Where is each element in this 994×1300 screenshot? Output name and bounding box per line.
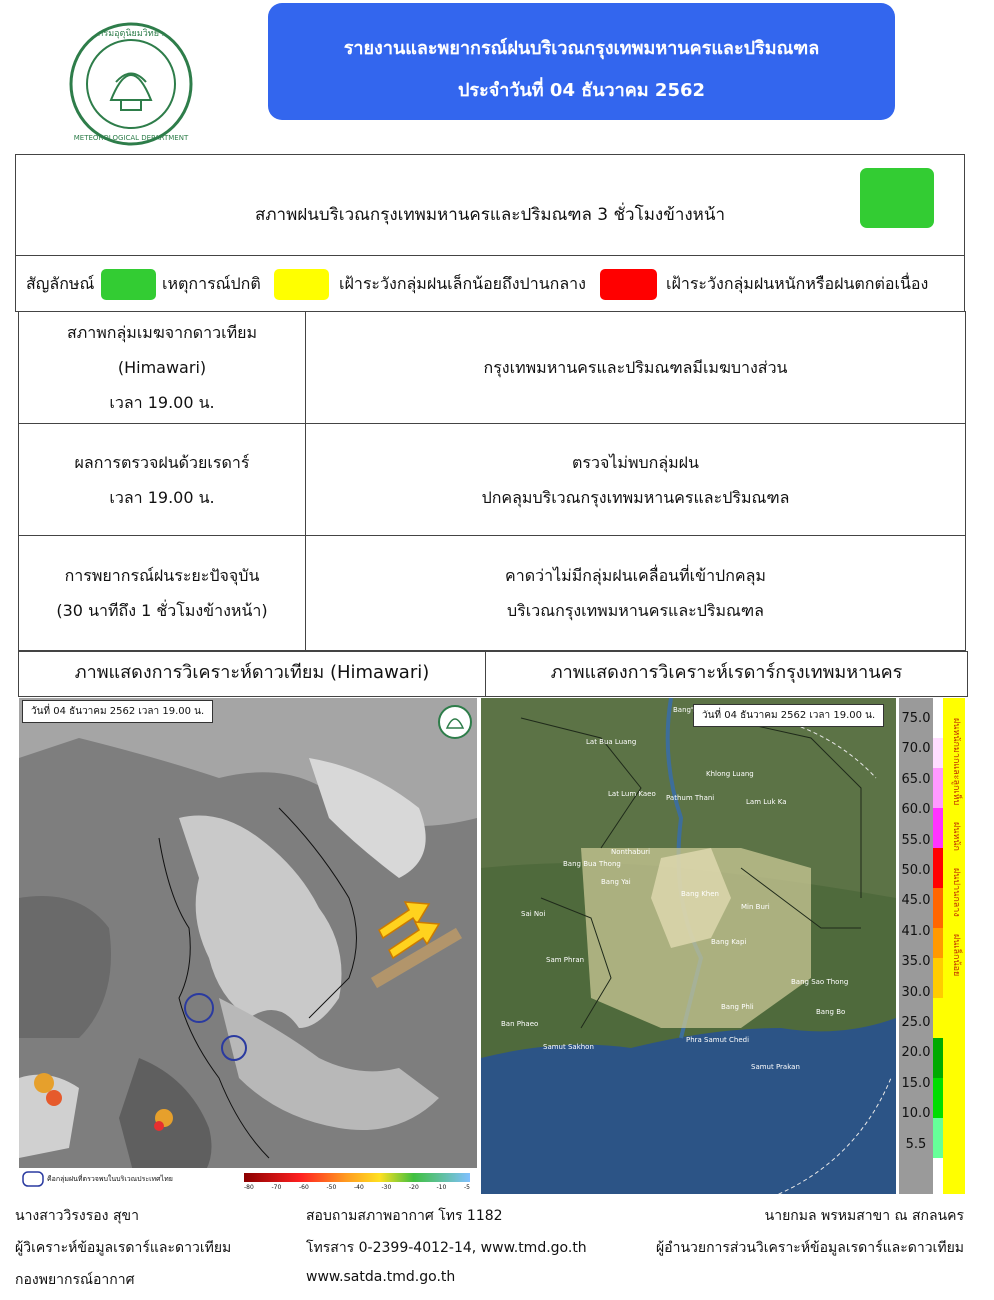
satellite-row: [19, 312, 966, 424]
tmd-small-logo: [437, 702, 473, 742]
status-indicator-green: [860, 168, 934, 228]
tmd-logo: [66, 20, 196, 148]
legend-label-moderate: เฝ้าระวังกลุ่มฝนเล็กน้อยถึงปานกลาง: [339, 274, 586, 293]
radar-image: [481, 698, 966, 1194]
place-label: Sam Phran: [546, 956, 585, 964]
legend-label-heavy: เฝ้าระวังกลุ่มฝนหนักหรือฝนตกต่อเนื่อง: [666, 274, 929, 293]
place-label: Bang Bua Thong: [563, 860, 621, 868]
radar-timestamp: วันที่ 04 ธันวาคม 2562 เวลา 19.00 น.: [693, 704, 884, 727]
analyst-name: นางสาววิรงรอง สุขา: [15, 1208, 139, 1224]
place-label: Bang Bo: [816, 1008, 846, 1016]
nowcast-label: การพยากรณ์ฝนระยะปัจจุบัน (30 นาทีถึง 1 ชั่วโมงข้างหน้า): [19, 536, 306, 651]
place-label: Bang Phli: [721, 1003, 754, 1011]
place-label: Sai Noi: [521, 910, 546, 918]
report-date: ประจำวันที่ 04 ธันวาคม 2562: [457, 80, 706, 101]
place-label: Lat Lum Kaeo: [608, 790, 656, 798]
rain-status-title: สภาพฝนบริเวณกรุงเทพมหานครและปริมณฑล 3 ชั่วโมงข้างหน้า: [254, 205, 726, 225]
place-label: Samut Prakan: [751, 1063, 800, 1071]
info-table: [18, 311, 966, 651]
radar-row: [19, 424, 966, 536]
place-label: Lam Luk Ka: [746, 798, 787, 806]
radar-label: ผลการตรวจฝนด้วยเรดาร์ เวลา 19.00 น.: [19, 424, 306, 536]
legend-label-normal: เหตุการณ์ปกติ: [162, 274, 261, 293]
contact-fax: โทรสาร 0-2399-4012-14, www.tmd.go.th: [306, 1240, 587, 1256]
place-label: Lat Bua Luang: [586, 738, 637, 746]
place-label: Bang Kapi: [711, 938, 747, 946]
satellite-scale: -80 -70 -60 -50 -40 -30 -20 -10 -5: [244, 1184, 470, 1191]
radar-scale-bands: ฝนหนักมากและลูกเห็บ ฝนหนัก ฝนปานกลาง ฝนเล็กน้อย: [951, 718, 961, 976]
satellite-timestamp: วันที่ 04 ธันวาคม 2562 เวลา 19.00 น.: [22, 700, 213, 723]
rain-status-box: [15, 154, 965, 256]
nowcast-value: คาดว่าไม่มีกลุ่มฝนเคลื่อนที่เข้าปกคลุม บริเวณกรุงเทพมหานครและปริมณฑล: [306, 536, 966, 651]
place-label: Samut Sakhon: [543, 1043, 594, 1051]
legend-row: [15, 255, 965, 312]
radar-dbz-scale: 75.0 70.0 65.0 60.0 55.0 50.0 45.0 41.0 35.0 30.0 25.0 20.0 15.0 10.0 5.5: [901, 711, 931, 1152]
legend-symbol-label: สัญลักษณ์: [26, 274, 95, 293]
satellite-label: สภาพกลุ่มเมฆจากดาวเทียม (Himawari) เวลา 19.00 น.: [19, 312, 306, 424]
report-header: [268, 3, 895, 120]
place-label: Bang Pa-in: [673, 706, 711, 714]
radar-value: ตรวจไม่พบกลุ่มฝน ปกคลุมบริเวณกรุงเทพมหานครและปริมณฑล: [306, 424, 966, 536]
satellite-image: [19, 698, 477, 1194]
report-title: รายงานและพยากรณ์ฝนบริเวณกรุงเทพมหานครและปริมณฑล: [343, 38, 820, 59]
satellite-value: กรุงเทพมหานครและปริมณฑลมีเมฆบางส่วน: [306, 312, 966, 424]
place-label: Pathum Thani: [666, 794, 715, 802]
radar-image-title: ภาพแสดงการวิเคราะห์เรดาร์กรุงเทพมหานคร: [550, 662, 903, 683]
legend-swatch-red: [600, 269, 657, 300]
place-label: Min Buri: [741, 903, 770, 911]
svg-text:กรมอุตุนิยมวิทยา: กรมอุตุนิยมวิทยา: [97, 29, 165, 39]
place-label: Bang Sao Thong: [791, 978, 849, 986]
legend-swatch-green: [101, 269, 156, 300]
contact-phone: สอบถามสภาพอากาศ โทร 1182: [306, 1208, 503, 1224]
place-label: Khlong Luang: [706, 770, 754, 778]
place-label: Nonthaburi: [611, 848, 651, 856]
place-label: Bang Khen: [681, 890, 719, 898]
image-titles-row: [18, 651, 968, 697]
director-title: ผู้อำนวยการส่วนวิเคราะห์ข้อมูลเรดาร์และดาวเทียม: [655, 1240, 964, 1256]
analyst-title: ผู้วิเคราะห์ข้อมูลเรดาร์และดาวเทียม: [15, 1240, 232, 1256]
place-label: Phra Samut Chedi: [686, 1036, 750, 1044]
legend-swatch-yellow: [274, 269, 329, 300]
director-name: นายกมล พรหมสาขา ณ สกลนคร: [764, 1208, 964, 1224]
nowcast-row: [19, 536, 966, 651]
place-label: Ban Phaeo: [501, 1020, 539, 1028]
svg-text:METEOROLOGICAL DEPARTMENT: METEOROLOGICAL DEPARTMENT: [73, 134, 189, 142]
satellite-image-title: ภาพแสดงการวิเคราะห์ดาวเทียม (Himawari): [19, 652, 486, 696]
satellite-legend-note: คือกลุ่มฝนที่ตรวจพบในบริเวณประเทศไทย: [47, 1175, 173, 1183]
analyst-division: กองพยากรณ์อากาศ: [15, 1272, 135, 1288]
contact-website: www.satda.tmd.go.th: [306, 1269, 456, 1285]
place-label: Bang Yai: [601, 878, 631, 886]
